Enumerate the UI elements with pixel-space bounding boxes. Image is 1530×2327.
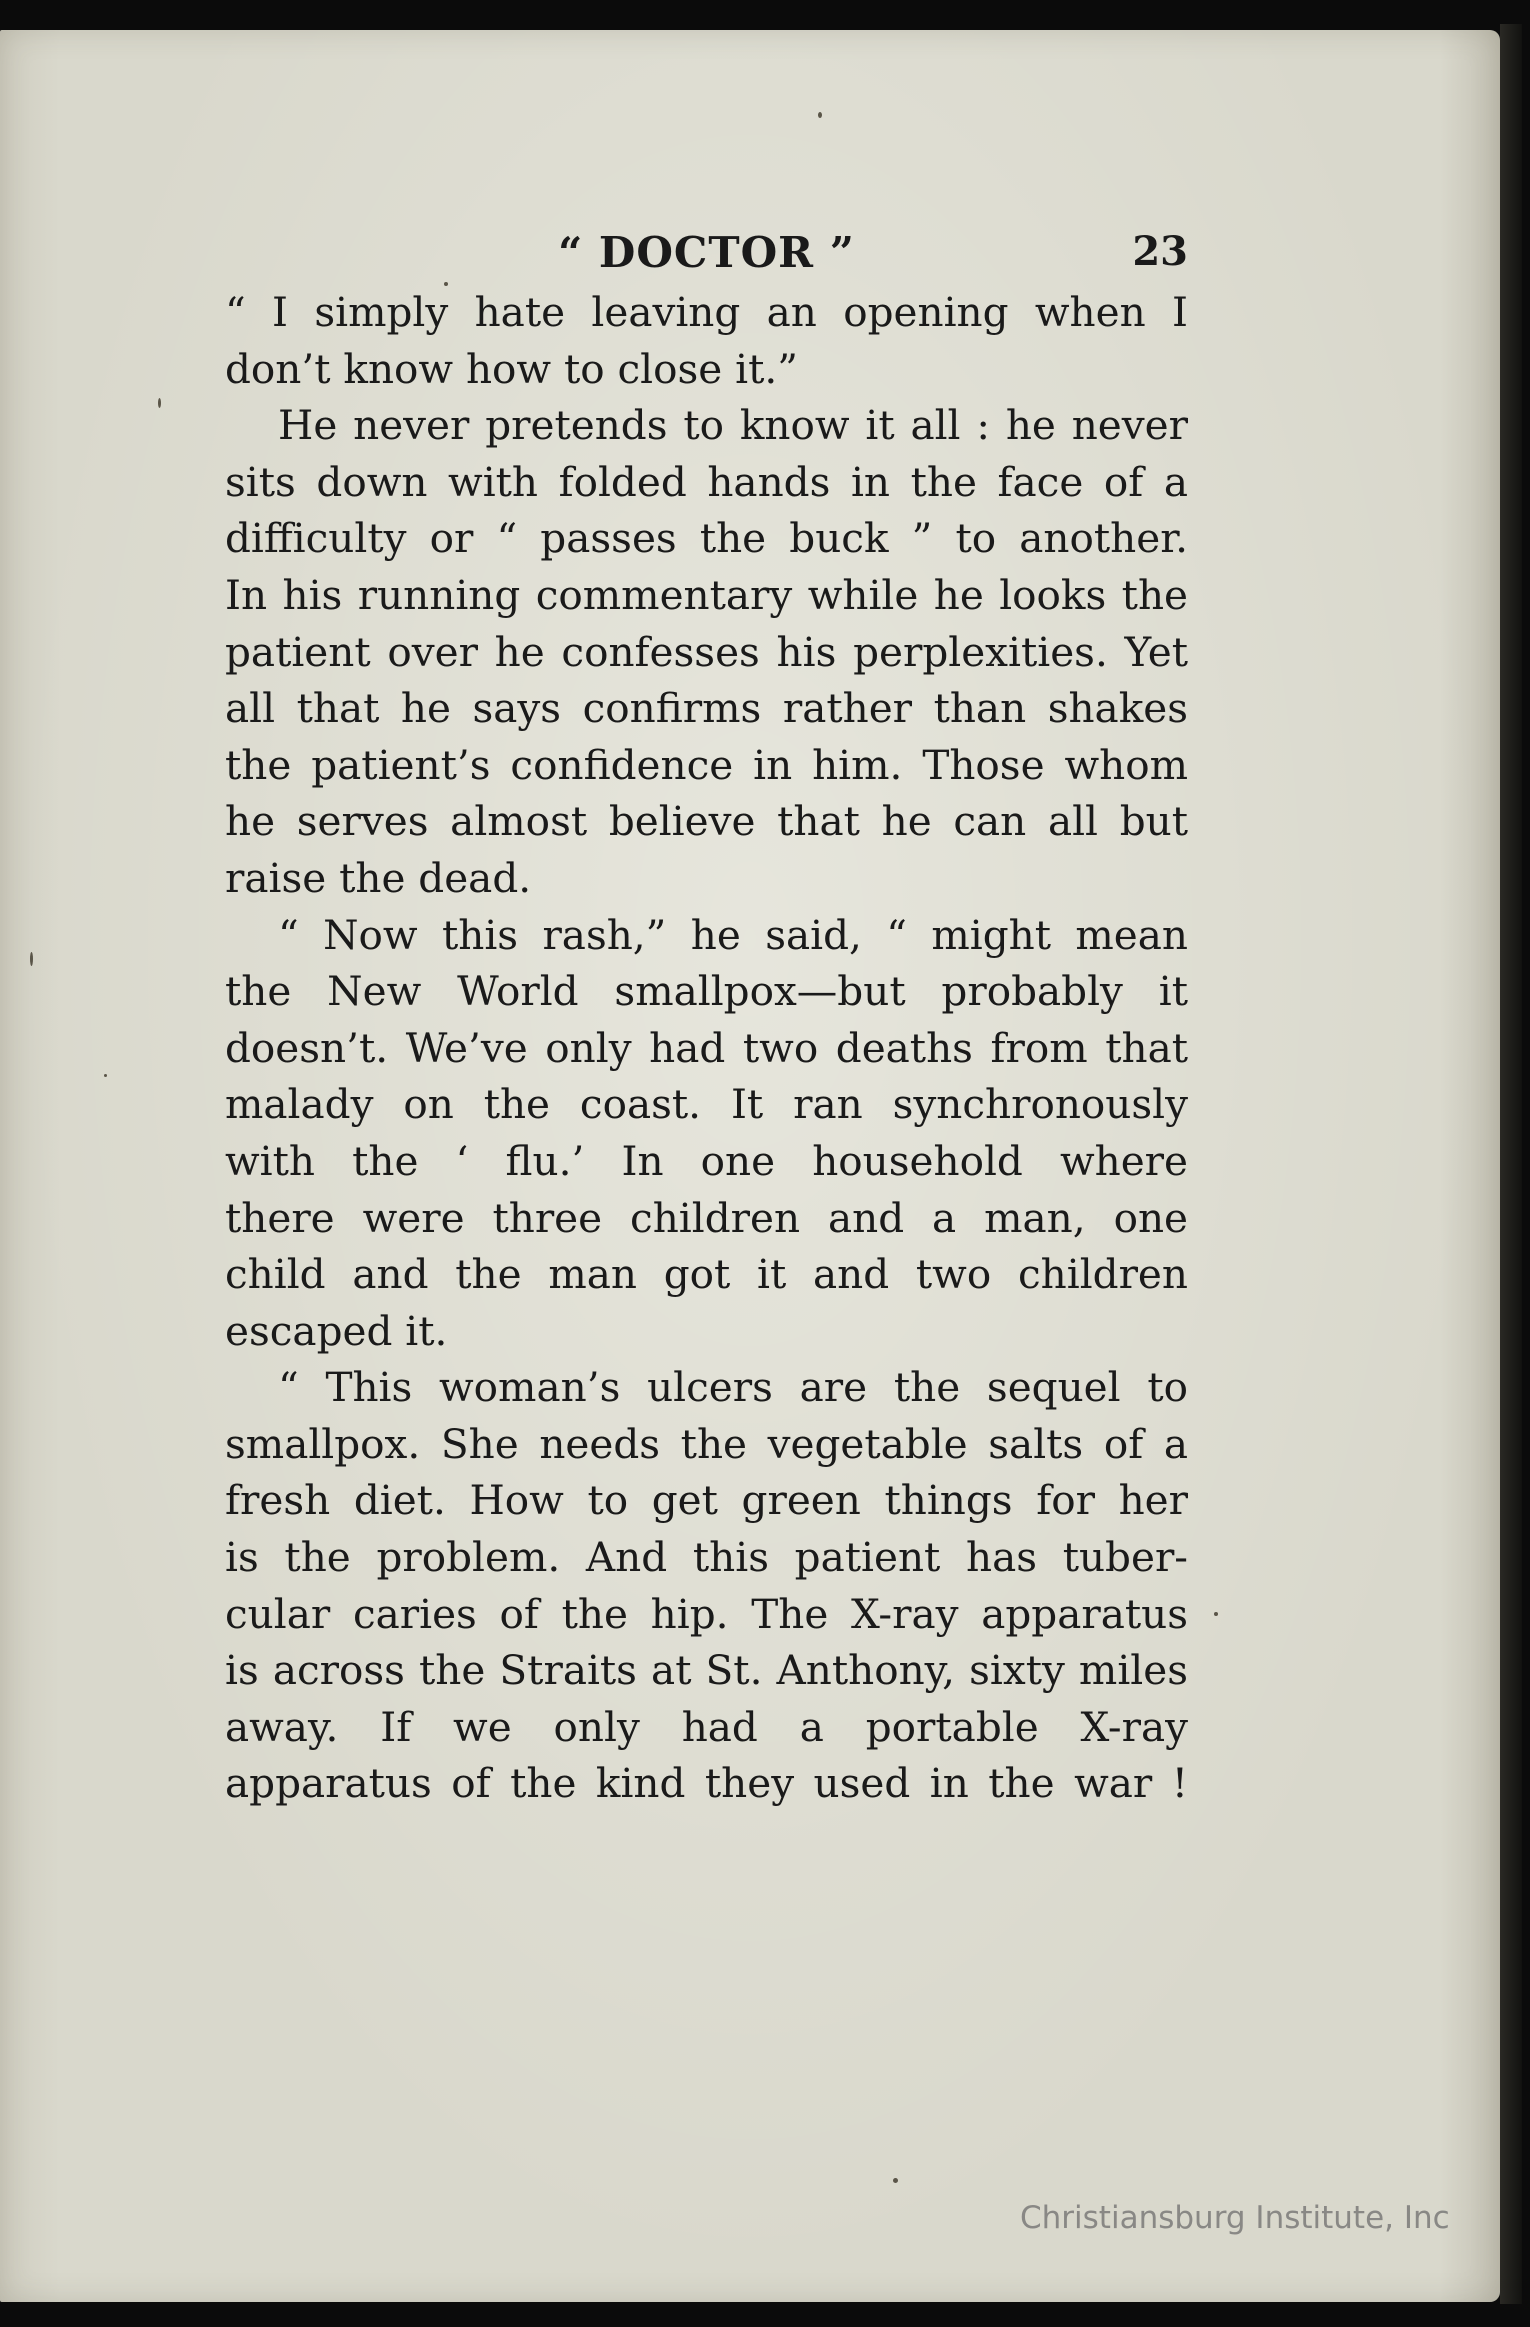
- paper-speck: [818, 112, 822, 118]
- text-line: is across the Straits at St. Anthony, sixty miles: [225, 1646, 1188, 1695]
- text-line: he serves almost believe that he can all but: [225, 797, 1188, 846]
- text-line: smallpox. She needs the vegetable salts of a: [225, 1419, 1188, 1468]
- page-number: 23: [1132, 228, 1188, 275]
- running-head-title: “ DOCTOR ”: [558, 228, 855, 277]
- text-line: with the ‘ flu.’ In one household where: [225, 1136, 1188, 1185]
- text-block: [225, 228, 1188, 1812]
- text-line: In his running commentary while he looks the: [225, 570, 1188, 619]
- text-line: is the problem. And this patient has tuber-: [225, 1533, 1188, 1582]
- text-line: all that he says confirms rather than shakes: [225, 684, 1188, 733]
- text-line: malady on the coast. It ran synchronously: [225, 1080, 1188, 1129]
- text-line: cular caries of the hip. The X-ray apparatus: [225, 1589, 1188, 1638]
- paper-speck: [30, 952, 33, 966]
- text-line: fresh diet. How to get green things for her: [225, 1476, 1188, 1525]
- text-line: there were three children and a man, one: [225, 1193, 1188, 1242]
- text-line: patient over he confesses his perplexities. Yet: [225, 627, 1188, 676]
- page-edge-shadow: [1500, 24, 1522, 2304]
- paper-speck: [104, 1074, 107, 1077]
- text-line: the New World smallpox—but probably it: [225, 967, 1188, 1016]
- text-line: apparatus of the kind they used in the war !: [225, 1759, 1188, 1808]
- paragraph: [225, 397, 1188, 906]
- text-line: away. If we only had a portable X-ray: [225, 1702, 1188, 1751]
- watermark-credit: Christiansburg Institute, Inc: [1020, 2200, 1450, 2236]
- text-line: don’t know how to close it.”: [225, 344, 798, 393]
- text-line: “ I simply hate leaving an opening when I: [225, 288, 1188, 336]
- text-line: “ Now this rash,” he said, “ might mean: [278, 910, 1188, 959]
- text-line: escaped it.: [225, 1306, 448, 1355]
- paragraph: [225, 1359, 1188, 1812]
- text-line: sits down with folded hands in the face of a: [225, 457, 1188, 506]
- paper-speck: [1214, 1612, 1218, 1616]
- text-line: child and the man got it and two children: [225, 1250, 1188, 1299]
- text-line: doesn’t. We’ve only had two deaths from that: [225, 1023, 1188, 1072]
- text-line: He never pretends to know it all : he never: [278, 401, 1188, 450]
- text-line: “ This woman’s ulcers are the sequel to: [278, 1363, 1188, 1412]
- paragraph: [225, 907, 1188, 1360]
- paper-speck: [158, 398, 161, 408]
- text-line: difficulty or “ passes the buck ” to another.: [225, 514, 1188, 563]
- paper-speck: [893, 2178, 898, 2183]
- text-line: the patient’s confidence in him. Those whom: [225, 740, 1188, 789]
- running-head: [225, 228, 1188, 284]
- text-line: raise the dead.: [225, 853, 532, 902]
- paragraph: [225, 284, 1188, 397]
